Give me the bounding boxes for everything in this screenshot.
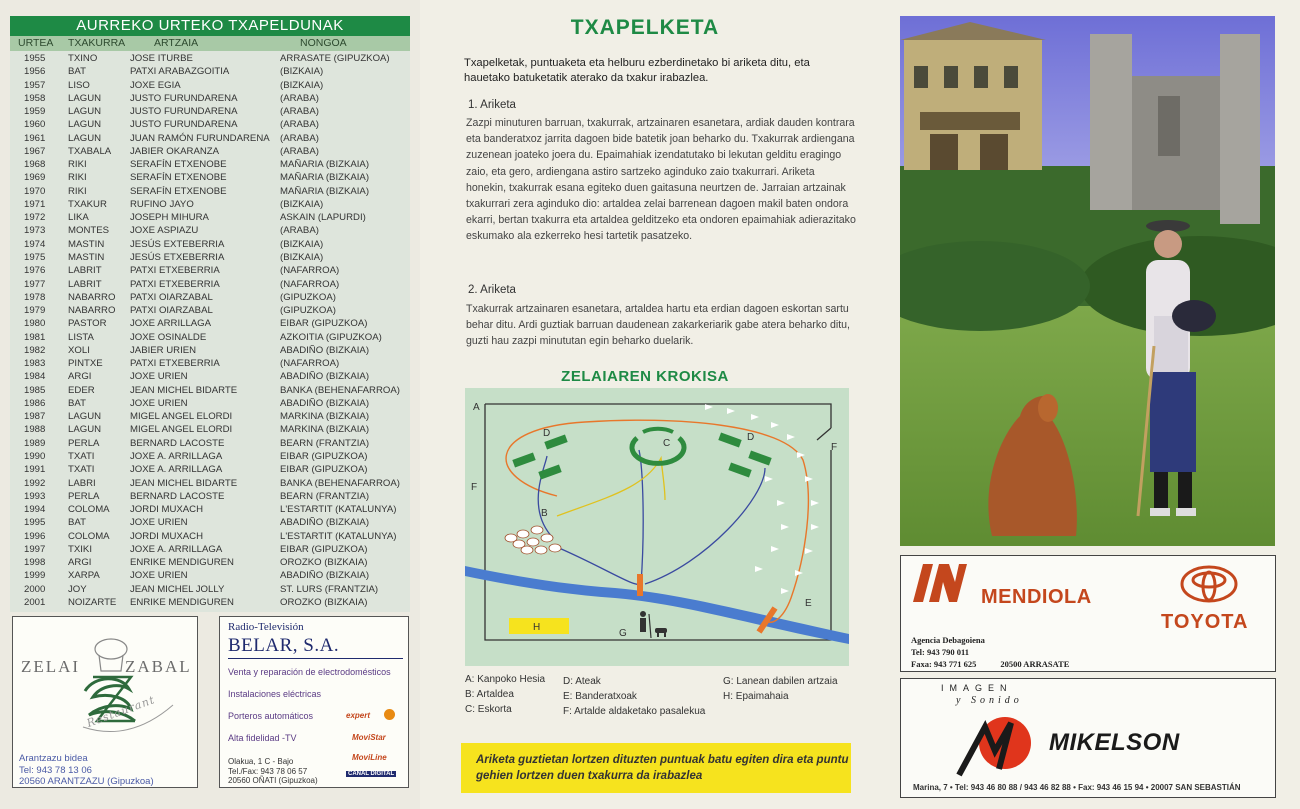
row-year: 1969 (24, 172, 46, 184)
row-origin: BEARN (FRANTZIA) (280, 437, 370, 449)
table-row (10, 583, 410, 596)
krokis-title: ZELAIAREN KROKISA (561, 368, 729, 385)
expert-icon (384, 709, 395, 720)
table-row (10, 211, 410, 224)
row-year: 1998 (24, 557, 46, 569)
row-shepherd: JUSTO FURUNDARENA (130, 119, 238, 131)
row-shepherd: JEAN MICHEL BIDARTE (130, 384, 238, 396)
row-year: 1974 (24, 238, 46, 250)
row-origin: (ARABA) (280, 225, 319, 237)
row-shepherd: PATXI ETXEBERRIA (130, 358, 220, 370)
row-origin: (BIZKAIA) (280, 251, 324, 263)
belar-ad (219, 616, 409, 788)
mikelson-address: Marina, 7 • Tel: 943 46 80 88 / 943 46 82 88 • Fax: 943 46 15 94 • 20007 SAN SEBASTIÁN (913, 783, 1241, 792)
mikelson-imagen: IMAGEN (941, 683, 1013, 693)
row-origin: MARKINA (BIZKAIA) (280, 424, 370, 436)
row-shepherd: JORDI MUXACH (130, 504, 204, 516)
mendiola-logo-icon (911, 562, 969, 604)
row-year: 1987 (24, 411, 46, 423)
belar-line: Venta y reparación de electrodomésticos (228, 667, 391, 677)
table-header (10, 36, 410, 51)
table-row (10, 543, 410, 556)
table-body (10, 51, 410, 609)
row-dog: LIKA (68, 212, 89, 224)
competition-intro: Txapelketak, puntuaketa eta helburu ezberdinetako bi ariketa ditu, eta hauetako batuketatik aterako da txakur irabazlea. (464, 57, 810, 84)
canal-digital-logo: CANAL DIGITAL (348, 771, 395, 777)
row-shepherd: MIGEL ANGEL ELORDI (130, 411, 233, 423)
row-year: 1981 (24, 331, 46, 343)
row-shepherd: JOXE URIEN (130, 517, 188, 529)
table-row (10, 370, 410, 383)
row-dog: TXABALA (68, 145, 112, 157)
belar-line: Porteros automáticos (228, 711, 314, 721)
row-dog: BAT (68, 397, 86, 409)
row-shepherd: JOSE ITURBE (130, 53, 193, 64)
row-year: 1992 (24, 477, 46, 489)
mendiola-info: Agencia Debagoiena Tel: 943 790 011 Faxa: 943 771 625 20500 ARRASATE (911, 635, 1070, 669)
header-year: URTEA (18, 37, 54, 49)
map-label-b: B (541, 508, 548, 519)
row-year: 1979 (24, 305, 46, 317)
row-dog: COLOMA (68, 530, 110, 542)
belar-title: BELAR, S.A. (228, 635, 403, 659)
row-dog: NOIZARTE (68, 596, 117, 608)
row-year: 1995 (24, 517, 46, 529)
mendiola-ad (900, 555, 1276, 672)
row-year: 1986 (24, 397, 46, 409)
row-year: 1956 (24, 66, 46, 78)
row-shepherd: BERNARD LACOSTE (130, 490, 225, 502)
row-origin: MARKINA (BIZKAIA) (280, 411, 370, 423)
movistar-logo: MoviStar (352, 733, 386, 742)
row-dog: LAGUN (68, 424, 102, 436)
row-shepherd: PATXI ETXEBERRIA (130, 278, 220, 290)
row-dog: RIKI (68, 159, 87, 171)
zelai-zabal-ad (12, 616, 198, 788)
row-origin: EIBAR (GIPUZKOA) (280, 543, 368, 555)
mendiola-name: MENDIOLA (981, 586, 1092, 608)
row-dog: PINTXE (68, 358, 103, 370)
table-row (10, 384, 410, 397)
row-shepherd: JUAN RAMÓN FURUNDARENA (130, 132, 270, 144)
row-year: 1982 (24, 344, 46, 356)
row-origin: (BIZKAIA) (280, 66, 324, 78)
row-dog: TXIKI (68, 543, 92, 555)
shepherd-photo (900, 16, 1275, 546)
row-dog: JOY (68, 583, 87, 595)
header-origin: NONGOA (300, 37, 347, 49)
table-row (10, 437, 410, 450)
table-row (10, 490, 410, 503)
row-origin: OROZKO (BIZKAIA) (280, 557, 368, 569)
moviline-logo: MoviLine (352, 753, 387, 762)
zelai-address: Arantzazu bidea Tel: 943 78 13 06 20560 ARANTZAZU (Gipuzkoa) (19, 753, 154, 787)
field-sketch-map (465, 388, 849, 666)
table-row (10, 264, 410, 277)
row-year: 1984 (24, 371, 46, 383)
table-row (10, 224, 410, 237)
row-shepherd: JESÚS EXTEBERRIA (130, 238, 225, 250)
row-shepherd: JUSTO FURUNDARENA (130, 92, 238, 104)
row-dog: MONTES (68, 225, 110, 237)
row-year: 1970 (24, 185, 46, 197)
toyota-name: TOYOTA (1161, 611, 1249, 633)
row-origin: ABADIÑO (BIZKAIA) (280, 517, 370, 529)
table-row (10, 410, 410, 423)
mikelson-sonido: y Sonido (956, 695, 1023, 706)
row-dog: LISTA (68, 331, 94, 343)
winner-note: Ariketa guztietan lortzen dituzten puntuak batu egiten dira eta puntu gehien lortzen duen txakurra da irabazlea (461, 743, 851, 793)
row-year: 1955 (24, 53, 46, 64)
ariketa1-heading: 1. Ariketa (468, 99, 516, 111)
row-dog: TXINO (68, 53, 98, 64)
row-shepherd: ENRIKE MENDIGUREN (130, 596, 234, 608)
header-shepherd: ARTZAIA (154, 37, 199, 49)
row-shepherd: SERAFÍN ETXENOBE (130, 159, 227, 171)
table-row (10, 556, 410, 569)
table-row (10, 357, 410, 370)
row-year: 1980 (24, 318, 46, 330)
row-dog: EDER (68, 384, 95, 396)
row-shepherd: BERNARD LACOSTE (130, 437, 225, 449)
row-year: 1977 (24, 278, 46, 290)
mikelson-logo-icon (951, 713, 1041, 779)
row-dog: LAGUN (68, 132, 102, 144)
row-dog: RIKI (68, 172, 87, 184)
table-row (10, 516, 410, 529)
row-year: 1993 (24, 490, 46, 502)
legend-col1: A: Kanpoko Hesia B: Artaldea C: Eskorta (465, 674, 546, 715)
row-dog: NABARRO (68, 305, 116, 317)
table-row (10, 145, 410, 158)
row-shepherd: PATXI ARABAZGOITIA (130, 66, 230, 78)
table-row (10, 105, 410, 118)
table-row (10, 132, 410, 145)
row-origin: ABADIÑO (BIZKAIA) (280, 570, 370, 582)
row-year: 1988 (24, 424, 46, 436)
table-row (10, 79, 410, 92)
row-shepherd: JOXE URIEN (130, 570, 188, 582)
table-row (10, 530, 410, 543)
table-row (10, 185, 410, 198)
map-label-g: G (619, 628, 627, 639)
row-origin: BANKA (BEHENAFARROA) (280, 384, 400, 396)
table-row (10, 251, 410, 264)
row-origin: (BIZKAIA) (280, 238, 324, 250)
row-origin: (NAFARROA) (280, 278, 340, 290)
table-row (10, 344, 410, 357)
row-year: 1997 (24, 543, 46, 555)
row-dog: COLOMA (68, 504, 110, 516)
row-origin: (BIZKAIA) (280, 79, 324, 91)
table-row (10, 503, 410, 516)
map-label-f-right: F (831, 442, 838, 453)
table-row (10, 291, 410, 304)
row-year: 1968 (24, 159, 46, 171)
row-dog: TXATI (68, 464, 95, 476)
table-row (10, 463, 410, 476)
row-year: 1959 (24, 106, 46, 118)
row-origin: MAÑARIA (BIZKAIA) (280, 185, 370, 197)
row-origin: ABADIÑO (BIZKAIA) (280, 397, 370, 409)
row-dog: LAGUN (68, 119, 102, 131)
row-shepherd: JORDI MUXACH (130, 530, 204, 542)
row-origin: EIBAR (GIPUZKOA) (280, 464, 368, 476)
row-origin: ST. LURS (FRANTZIA) (280, 583, 379, 595)
row-dog: RIKI (68, 185, 87, 197)
row-origin: (ARABA) (280, 92, 319, 104)
row-origin: MAÑARIA (BIZKAIA) (280, 172, 370, 184)
row-year: 2001 (24, 596, 46, 608)
table-row (10, 569, 410, 582)
row-shepherd: MIGEL ANGEL ELORDI (130, 424, 233, 436)
table-row (10, 477, 410, 490)
champions-table (10, 16, 410, 612)
row-year: 1975 (24, 251, 46, 263)
competition-panel (430, 0, 870, 809)
row-origin: ABADIÑO (BIZKAIA) (280, 371, 370, 383)
row-dog: NABARRO (68, 291, 116, 303)
ariketa1-text: Zazpi minuturen barruan, txakurrak, artzainaren esanetara, ardiak dauden kontrara eta banderatxoz jarrita dagoen bide batetik joan beharko du. Txakurrak ardiengana zuzenean joateko joera du. Epaimahiak izendatutako bi lekutan gelditu eragingo zaio, eta gero, ardiengana astiro sartzeko aginduko zaio txakurrari. Ariketa honekin, txakurrak esana egiteko duen gaitasuna neurtzen de. Jarraian artzainak txakurrari zera aginduko dio: artaldea zelai barrenean dagoen makil baten ondora ekarri, bertan txakurra eta artaldea gelditzeko eta ondoren epaimahiak adierazitako eskumako ala ezkerreko hesi tartetik pasatzeko. (466, 117, 856, 243)
row-dog: PASTOR (68, 318, 107, 330)
row-shepherd: JOXE URIEN (130, 371, 188, 383)
row-dog: ARGI (68, 557, 92, 569)
row-year: 1957 (24, 79, 46, 91)
map-label-a: A (473, 402, 480, 413)
row-year: 1961 (24, 132, 46, 144)
zelai-name: ZELAI (21, 657, 81, 676)
row-year: 1991 (24, 464, 46, 476)
belar-line: Instalaciones eléctricas (228, 689, 322, 699)
row-shepherd: JOXE ASPIAZU (130, 225, 199, 237)
row-shepherd: JABIER URIEN (130, 344, 197, 356)
row-origin: L'ESTARTIT (KATALUNYA) (280, 504, 397, 516)
row-dog: BAT (68, 517, 86, 529)
row-dog: LAGUN (68, 411, 102, 423)
ads-panel (880, 0, 1300, 809)
row-dog: MASTIN (68, 238, 105, 250)
table-row (10, 304, 410, 317)
row-shepherd: PATXI ETXEBERRIA (130, 265, 220, 277)
center-pole (637, 574, 643, 596)
row-shepherd: JOSEPH MIHURA (130, 212, 209, 224)
row-origin: (GIPUZKOA) (280, 291, 336, 303)
table-row (10, 596, 410, 609)
row-shepherd: JABIER OKARANZA (130, 145, 220, 157)
row-dog: LABRI (68, 477, 96, 489)
row-dog: LISO (68, 79, 90, 91)
champions-panel (0, 0, 420, 809)
row-year: 1994 (24, 504, 46, 516)
row-shepherd: RUFINO JAYO (130, 198, 194, 210)
map-label-d-left: D (543, 428, 551, 439)
belar-address: Olakua, 1 C - Bajo Tel./Fax: 943 78 06 57 20560 OÑATI (Gipuzkoa) (228, 757, 318, 785)
row-shepherd: JESÚS ETXEBERRIA (130, 251, 225, 263)
legend-col3: G: Lanean dabilen artzaia H: Epaimahaia (723, 676, 838, 702)
map-label-c: C (663, 438, 671, 449)
table-row (10, 171, 410, 184)
row-dog: MASTIN (68, 251, 105, 263)
row-origin: (ARABA) (280, 106, 319, 118)
row-year: 1960 (24, 119, 46, 131)
row-origin: AZKOITIA (GIPUZKOA) (280, 331, 382, 343)
table-row (10, 65, 410, 78)
table-row (10, 238, 410, 251)
table-row (10, 52, 410, 65)
restaurant-script: Restaurant (84, 693, 157, 730)
row-dog: BAT (68, 66, 86, 78)
header-dog: TXAKURRA (68, 37, 126, 49)
table-row (10, 118, 410, 131)
table-row (10, 198, 410, 211)
map-label-d-right: D (747, 432, 755, 443)
table-row (10, 331, 410, 344)
zabal-name: ZABAL (125, 657, 192, 676)
mikelson-ad (900, 678, 1276, 798)
row-origin: (NAFARROA) (280, 265, 340, 277)
row-shepherd: JOXE A. ARRILLAGA (130, 450, 223, 462)
row-origin: ABADIÑO (BIZKAIA) (280, 344, 370, 356)
legend-col2: D: Ateak E: Banderatxoak F: Artalde aldaketako pasalekua (563, 676, 706, 717)
row-origin: ASKAIN (LAPURDI) (280, 212, 366, 224)
row-origin: (NAFARROA) (280, 358, 340, 370)
row-dog: PERLA (68, 490, 100, 502)
row-shepherd: JEAN MICHEL JOLLY (130, 583, 225, 595)
map-label-h: H (533, 622, 541, 633)
table-row (10, 158, 410, 171)
table-row (10, 317, 410, 330)
row-shepherd: PATXI OIARZABAL (130, 291, 213, 303)
row-shepherd: JOXE ARRILLAGA (130, 318, 212, 330)
row-origin: (BIZKAIA) (280, 198, 324, 210)
mikelson-name: MIKELSON (1049, 729, 1180, 756)
row-shepherd: PATXI OIARZABAL (130, 305, 213, 317)
map-label-e: E (805, 598, 812, 609)
row-origin: L'ESTARTIT (KATALUNYA) (280, 530, 397, 542)
row-year: 1958 (24, 92, 46, 104)
row-shepherd: JEAN MICHEL BIDARTE (130, 477, 238, 489)
row-origin: (GIPUZKOA) (280, 305, 336, 317)
table-row (10, 397, 410, 410)
row-dog: XOLI (68, 344, 90, 356)
ariketa2-heading: 2. Ariketa (468, 284, 516, 296)
table-title: AURREKO URTEKO TXAPELDUNAK (10, 16, 410, 36)
table-row (10, 423, 410, 436)
row-year: 1990 (24, 450, 46, 462)
belar-line: Alta fidelidad -TV (228, 733, 297, 743)
row-year: 1985 (24, 384, 46, 396)
row-shepherd: JOXE EGIA (130, 79, 181, 91)
row-origin: ARRASATE (GIPUZKOA) (280, 53, 390, 64)
belar-subtitle: Radio-Televisión (228, 621, 304, 633)
row-year: 1971 (24, 198, 46, 210)
row-year: 1978 (24, 291, 46, 303)
row-year: 1973 (24, 225, 46, 237)
row-year: 1999 (24, 570, 46, 582)
row-dog: TXATI (68, 450, 95, 462)
row-dog: TXAKUR (68, 198, 107, 210)
row-dog: LAGUN (68, 92, 102, 104)
row-dog: XARPA (68, 570, 100, 582)
row-year: 2000 (24, 583, 46, 595)
row-shepherd: JOXE A. ARRILLAGA (130, 464, 223, 476)
row-origin: EIBAR (GIPUZKOA) (280, 318, 368, 330)
row-year: 1983 (24, 358, 46, 370)
row-year: 1976 (24, 265, 46, 277)
row-origin: OROZKO (BIZKAIA) (280, 596, 368, 608)
row-origin: MAÑARIA (BIZKAIA) (280, 159, 370, 171)
table-row (10, 92, 410, 105)
row-year: 1967 (24, 145, 46, 157)
table-row (10, 450, 410, 463)
row-origin: (ARABA) (280, 119, 319, 131)
expert-logo: expert (346, 711, 371, 720)
map-label-f-left: F (471, 482, 478, 493)
competition-title: TXAPELKETA (570, 16, 720, 39)
row-shepherd: SERAFÍN ETXENOBE (130, 172, 227, 184)
row-year: 1996 (24, 530, 46, 542)
row-dog: ARGI (68, 371, 92, 383)
row-shepherd: ENRIKE MENDIGUREN (130, 557, 234, 569)
row-origin: BEARN (FRANTZIA) (280, 490, 370, 502)
ariketa2-text: Txakurrak artzainaren esanetara, artaldea hartu eta erdian dagoen eskortan sartu behar ditu. Ardi guztiak barruan daudenean zakarkeriarik gabe atera beharko ditu, guzti hau zazpi minututan egin beharko duelarik. (466, 303, 850, 348)
row-year: 1972 (24, 212, 46, 224)
toyota-logo-icon (1179, 564, 1239, 604)
row-origin: BANKA (BEHENAFARROA) (280, 477, 400, 489)
row-shepherd: JOXE OSINALDE (130, 331, 207, 343)
row-origin: EIBAR (GIPUZKOA) (280, 450, 368, 462)
row-shepherd: JOXE URIEN (130, 397, 188, 409)
row-origin: (ARABA) (280, 145, 319, 157)
row-dog: PERLA (68, 437, 100, 449)
row-dog: LABRIT (68, 265, 102, 277)
row-dog: LAGUN (68, 106, 102, 118)
row-shepherd: SERAFÍN ETXENOBE (130, 185, 227, 197)
row-dog: LABRIT (68, 278, 102, 290)
row-year: 1989 (24, 437, 46, 449)
row-origin: (ARABA) (280, 132, 319, 144)
table-row (10, 278, 410, 291)
row-shepherd: JOXE A. ARRILLAGA (130, 543, 223, 555)
row-shepherd: JUSTO FURUNDARENA (130, 106, 238, 118)
